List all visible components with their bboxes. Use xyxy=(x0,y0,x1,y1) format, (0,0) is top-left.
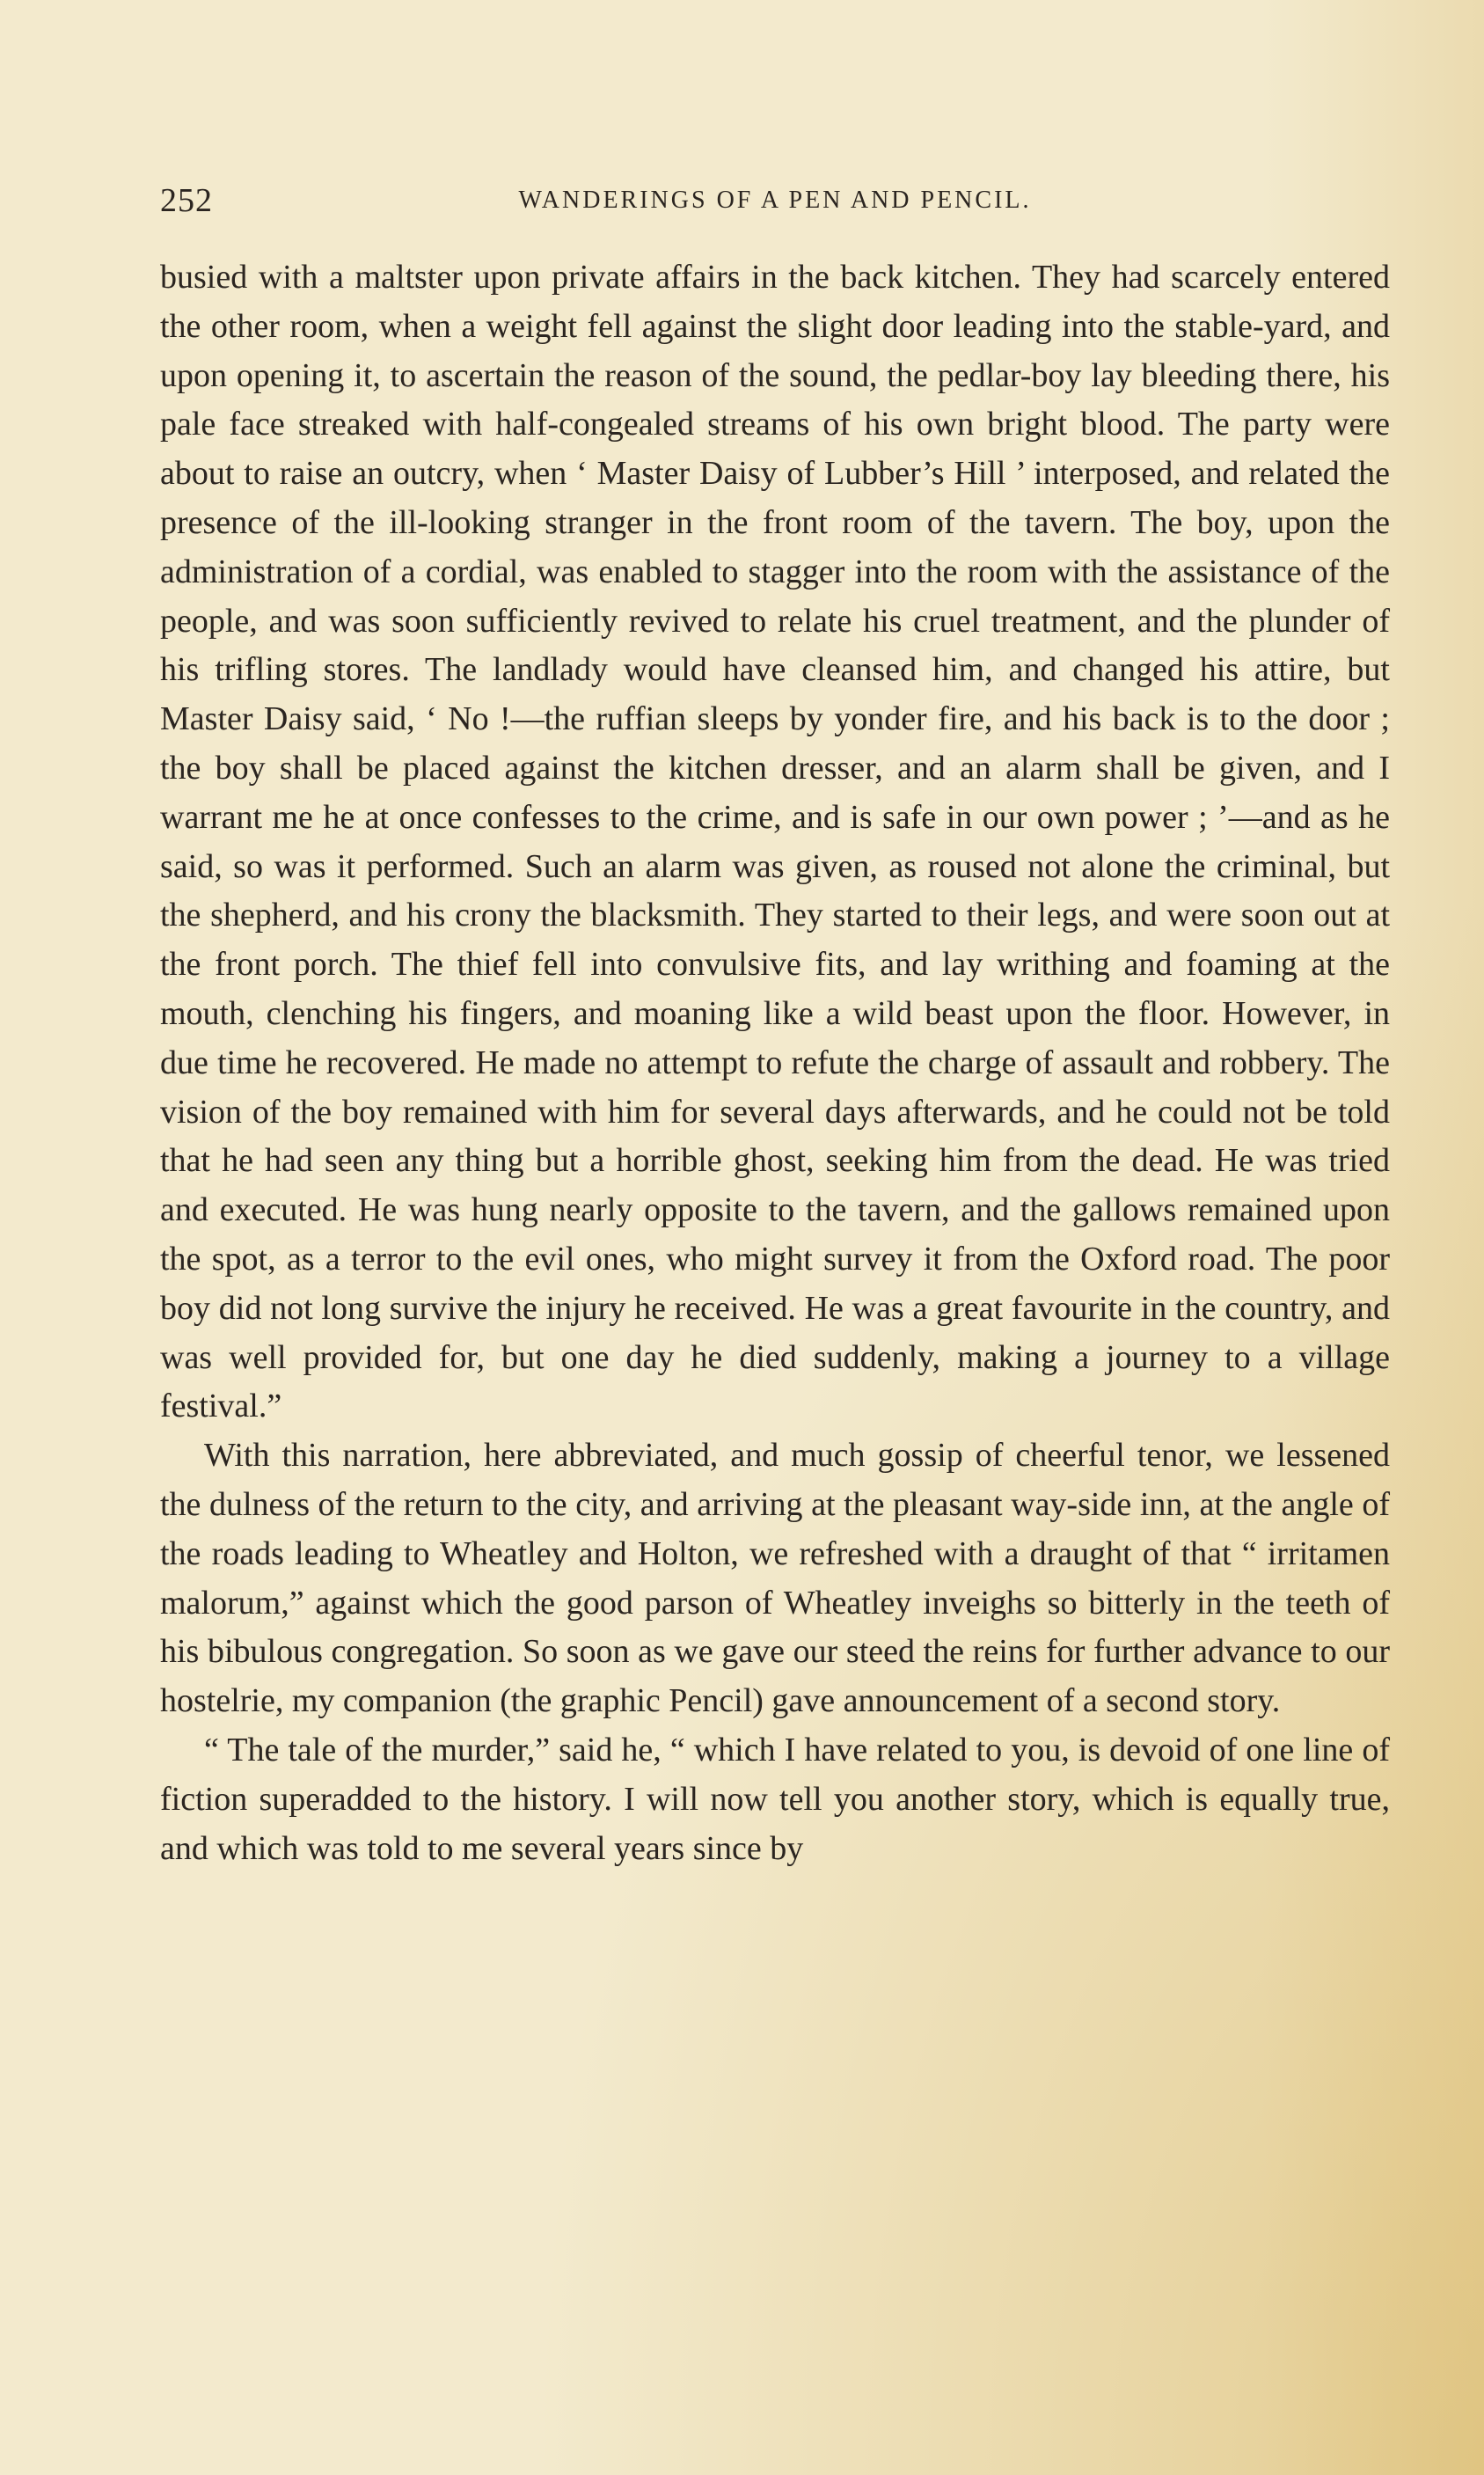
paragraph-continued: busied with a maltster upon private affairs in the back kitchen. They had scarcely entered the other room, when a weight fell against the slight door leading into the stable-yard, and upon opening it, to ascertain the reason of the sound, the pedlar-boy lay bleeding there, his pale face streaked with half-congealed streams of his own bright blood. The party were about to raise an outcry, when ‘ Master Daisy of Lubber’s Hill ’ interposed, and related the presence of the ill-looking stranger in the front room of the tavern. The boy, upon the administration of a cordial, was enabled to stagger into the room with the assistance of the people, and was soon sufficiently revived to relate his cruel treatment, and the plunder of his trifling stores. The landlady would have cleansed him, and changed his attire, but Master Daisy said, ‘ No !—the ruffian sleeps by yonder fire, and his back is to the door ; the boy shall be placed against the kitchen dresser, and an alarm shall be given, and I warrant me he at once confesses to the crime, and is safe in our own power ; ’—and as he said, so was it performed. Such an alarm was given, as roused not alone the criminal, but the shepherd, and his crony the blacksmith. They started to their legs, and were soon out at the front porch. The thief fell into convulsive fits, and lay writhing and foaming at the mouth, clenching his fingers, and moaning like a wild beast upon the floor. However, in due time he recovered. He made no attempt to refute the charge of assault and robbery. The vision of the boy remained with him for several days afterwards, and he could not be told that he had seen any thing but a horrible ghost, seeking him from the dead. He was tried and executed. He was hung nearly opposite to the tavern, and the gallows remained upon the spot, as a terror to the evil ones, who might survey it from the Oxford road. The poor boy did not long survive the injury he received. He was a great favourite in the country, and was well provided for, but one day he died suddenly, making a journey to a village festival.” xyxy=(160,259,1390,1425)
paragraph-second-story: “ The tale of the murder,” said he, “ which I have related to you, is devoid of one line of fiction superadded to the history. I will now tell you another story, which is equally true, and which was told to me several years since by xyxy=(160,1731,1390,1867)
paragraph-narration: With this narration, here abbreviated, and much gossip of cheerful tenor, we lessened the dulness of the return to the city, and arriving at the pleasant way-side inn, at the angle of the roads leading to Wheatley and Holton, we refreshed with a draught of that “ irritamen malorum,” against which the good parson of Wheatley inveighs so bitterly in the teeth of his bibulous congregation. So soon as we gave our steed the reins for further advance to our hostelrie, my companion (the graphic Pencil) gave announcement of a second story. xyxy=(160,1437,1390,1720)
page-number: 252 xyxy=(160,182,213,219)
running-head xyxy=(160,172,1390,225)
body-text xyxy=(160,253,1390,1873)
running-title: WANDERINGS OF A PEN AND PENCIL. xyxy=(518,187,1032,214)
